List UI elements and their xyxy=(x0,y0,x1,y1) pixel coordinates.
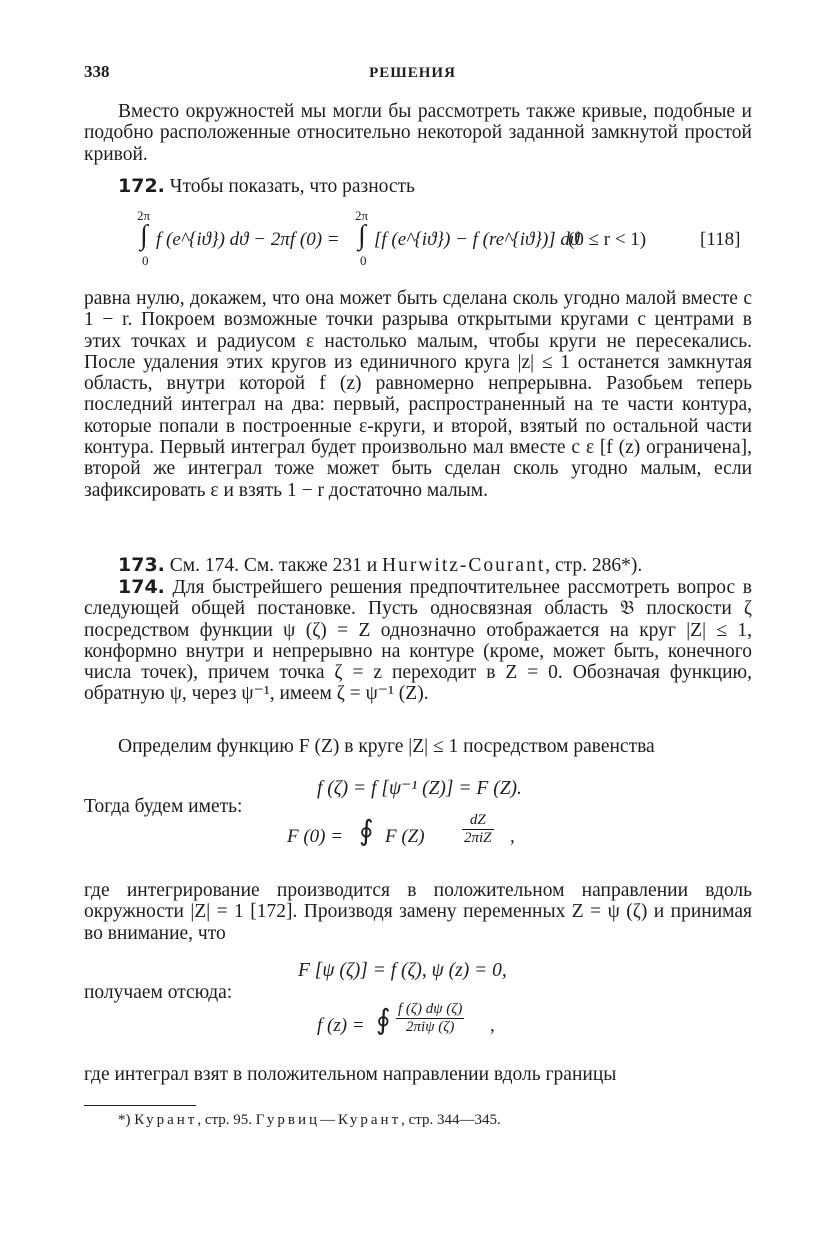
equation-f0-lhs: F (0) = xyxy=(287,826,344,847)
integral-1-lower-limit: 0 xyxy=(142,253,149,268)
equation-f-zeta: f (ζ) = f [ψ⁻¹ (Z)] = F (Z). xyxy=(317,778,522,799)
fraction-denominator: 2πiψ (ζ) xyxy=(406,1019,455,1035)
footnote-author-1: Курант xyxy=(134,1112,198,1128)
equation-f0-integrand: F (Z) xyxy=(385,826,425,847)
equation-118-condition: (0 ≤ r < 1) xyxy=(568,229,647,250)
label-then: Тогда будем иметь: xyxy=(84,796,243,817)
section-174-where: где интегрирование производится в положительном направлении вдоль окружности |Z| = 1 [172]. Производя замену переменных Z = ψ (ζ) и принимая во внимание, что xyxy=(84,880,752,944)
integral-2-lower-limit: 0 xyxy=(360,253,367,268)
section-174-last-line: где интеграл взят в положительном направлении вдоль границы xyxy=(84,1064,617,1085)
section-174-define: Определим функцию F (Z) в круге |Z| ≤ 1 посредством равенства xyxy=(118,736,655,757)
label-obtain: получаем отсюда: xyxy=(84,982,233,1003)
section-172-heading xyxy=(84,176,752,197)
equation-fz-end: , xyxy=(490,1015,495,1036)
section-174-body xyxy=(84,577,752,705)
footnote-divider xyxy=(84,1105,196,1106)
section-173-text-a: См. 174. См. также 231 и xyxy=(169,555,378,576)
contour-integral-sign-2: ∮ xyxy=(376,1005,391,1036)
fraction-numerator: f (ζ) dψ (ζ) xyxy=(398,1001,463,1017)
paragraph-intro: Вместо окружностей мы могли бы рассмотреть также кривые, подобные и подобно расположенные относительно некоторой заданной замкнутой простой кривой. xyxy=(84,101,752,165)
equation-f0-fraction xyxy=(462,812,494,847)
equation-substitution: F [ψ (ζ)] = f (ζ), ψ (z) = 0, xyxy=(298,960,507,981)
integral-2-upper-limit: 2π xyxy=(355,208,369,223)
section-174-text: Для быстрейшего решения предпочтительнее рассмотреть вопрос в следующей общей постановке. Пусть односвязная область 𝔅 плоскости ζ посредством функции ψ (ζ) = Z однозначно отображается на круг |Z| ≤ 1, конформно внутри и непрерывно на контуре (кроме, может быть, конечного числа точек), причем точка ζ = z переходит в Z = 0. Обозначая функцию, обратную ψ, через ψ⁻¹, имеем ζ = ψ⁻¹ (Z). xyxy=(84,577,752,705)
equation-118-lhs: f (e^{iϑ}) dϑ − 2πf (0) = xyxy=(156,229,340,250)
integral-sign-1: ∫ xyxy=(140,220,148,251)
section-number-174: 174. xyxy=(118,576,165,598)
section-number-172: 172. xyxy=(118,175,165,197)
section-number-173: 173. xyxy=(118,554,165,576)
equation-f0-end: , xyxy=(510,826,515,847)
section-173-text-b: , стр. 286*). xyxy=(545,555,643,576)
page-number: 338 xyxy=(84,62,110,81)
integral-sign-2: ∫ xyxy=(358,220,366,251)
section-173 xyxy=(84,555,752,576)
equation-118-rhs: [f (e^{iϑ}) − f (re^{iϑ})] dϑ xyxy=(374,229,580,250)
equation-118-tag: [118] xyxy=(700,229,741,250)
contour-integral-sign-1: ∮ xyxy=(359,816,374,847)
section-172-lead: Чтобы показать, что разность xyxy=(169,176,415,197)
footnote-author-2: Гурвиц—Курант xyxy=(255,1112,402,1128)
section-172-body: равна нулю, докажем, что она может быть сделана сколь угодно малой вместе с 1 − r. Покроем возможные точки разрыва открытыми кругами с центрами в этих точках и радиусом ε настолько малым, чтобы круги не пересекались. После удаления этих кругов из единичного круга |z| ≤ 1 останется замкнутая область, внутри которой f (z) равномерно непрерывна. Разобьем теперь последний интеграл на два: первый, распространенный на те части контура, которые попали в построенные ε-круги, и второй, взятый по остальной части контура. Первый интеграл будет произвольно мал вместе с ε [f (z) ограничена], второй же интеграл тоже может быть сделан сколь угодно малым, если зафиксировать ε и взять 1 − r достаточно малым. xyxy=(84,288,752,501)
footnote-ref-2: , стр. 344—345. xyxy=(401,1112,501,1128)
footnote-ref-1: , стр. 95. xyxy=(197,1112,253,1128)
integral-1-upper-limit: 2π xyxy=(137,208,151,223)
fraction-numerator-dz: dZ xyxy=(462,812,494,830)
equation-fz-fraction xyxy=(396,1001,464,1036)
equation-fz-lhs: f (z) = xyxy=(317,1015,365,1036)
footnote xyxy=(118,1112,501,1129)
fraction-denominator-2piiz: 2πiZ xyxy=(464,830,492,846)
running-header: РЕШЕНИЯ xyxy=(369,65,456,81)
section-173-author: Hurwitz-Courant xyxy=(382,555,546,576)
footnote-mark: *) xyxy=(118,1112,131,1128)
